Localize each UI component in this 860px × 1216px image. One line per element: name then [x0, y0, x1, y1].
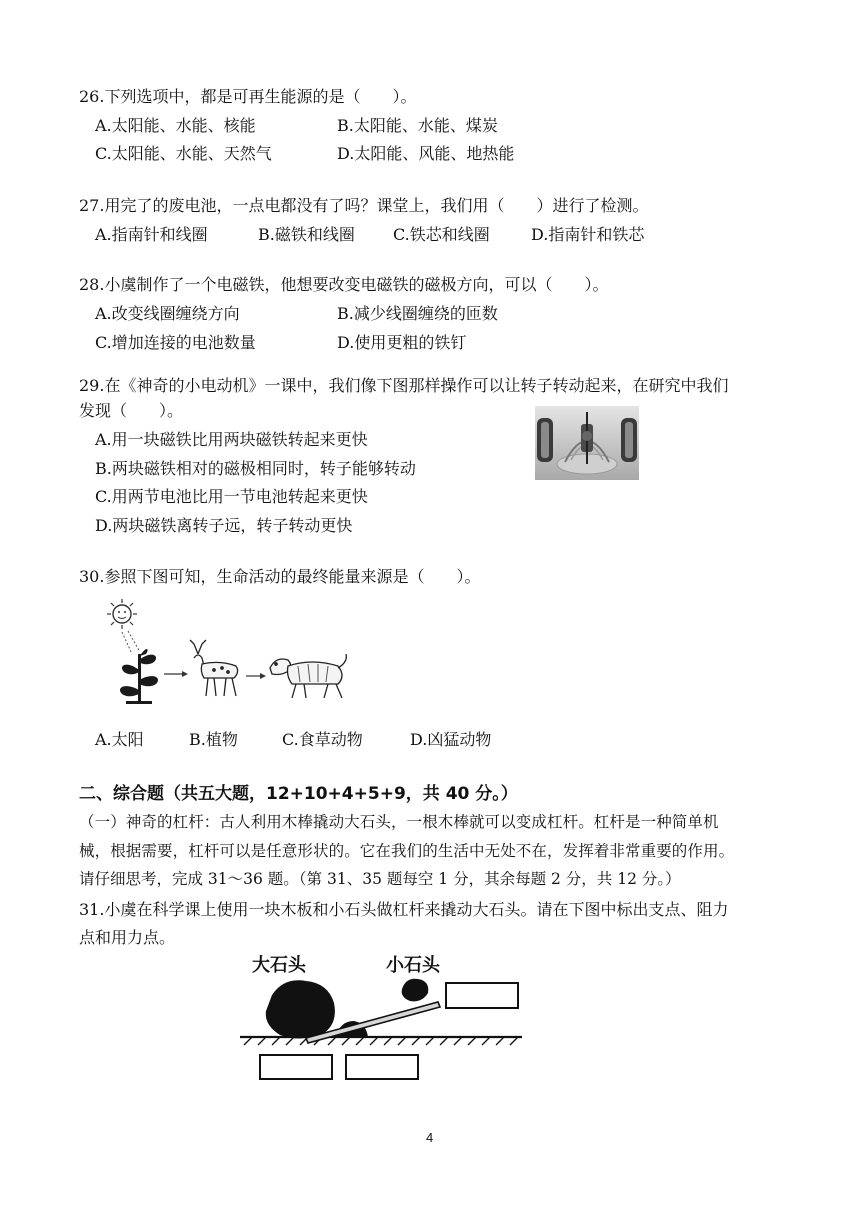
q26-option-a: A.太阳能、水能、核能 — [95, 116, 256, 135]
q28-option-b: B.减少线圈缠绕的匝数 — [337, 304, 498, 323]
answer-box-fulcrum — [346, 1055, 418, 1079]
q27-option-a: A.指南针和线圈 — [95, 225, 208, 244]
q29-stem-line1: 29.在《神奇的小电动机》一课中，我们像下图那样操作可以让转子转动起来，在研究中我们 — [79, 376, 729, 395]
q31-stem-line2: 点和用力点。 — [79, 928, 176, 947]
deer-icon — [190, 640, 238, 696]
answer-box-load — [260, 1055, 332, 1079]
small-rock — [402, 979, 429, 1002]
q29-option-a: A.用一块磁铁比用两块磁铁转起来更快 — [95, 430, 368, 449]
q26-stem: 26.下列选项中，都是可再生能源的是（ ）。 — [79, 87, 417, 106]
sun-icon — [107, 599, 137, 629]
big-rock-label: 大石头 — [252, 955, 306, 976]
q30-option-b: B.植物 — [189, 730, 238, 749]
q29-stem-line2: 发现（ ）。 — [79, 401, 184, 420]
big-rock — [266, 980, 335, 1038]
q30-option-a: A.太阳 — [95, 730, 144, 749]
lever-diagram — [236, 975, 526, 1085]
q30-option-c: C.食草动物 — [282, 730, 363, 749]
page-number: 4 — [426, 1130, 434, 1145]
q30-stem: 30.参照下图可知，生命活动的最终能量来源是（ ）。 — [79, 567, 481, 586]
q28-option-a: A.改变线圈缠绕方向 — [95, 304, 240, 323]
q31-stem-line1: 31.小虞在科学课上使用一块木板和小石头做杠杆来撬动大石头。请在下图中标出支点、阻力 — [79, 900, 729, 919]
q26-option-c: C.太阳能、水能、天然气 — [95, 144, 272, 163]
plant-icon — [120, 649, 158, 704]
q28-option-d: D.使用更粗的铁钉 — [337, 333, 467, 352]
electric-motor-photo — [535, 406, 639, 480]
q27-stem: 27.用完了的废电池，一点电都没有了吗？课堂上，我们用（ ）进行了检测。 — [79, 196, 649, 215]
q28-stem: 28.小虞制作了一个电磁铁，他想要改变电磁铁的磁极方向，可以（ ）。 — [79, 275, 609, 294]
q30-option-d: D.凶猛动物 — [410, 730, 492, 749]
answer-box-effort — [446, 983, 518, 1008]
section2-intro-line1: （一）神奇的杠杆：古人利用木棒撬动大石头，一根木棒就可以变成杠杆。杠杆是一种简单机 — [79, 813, 719, 831]
q29-option-c: C.用两节电池比用一节电池转起来更快 — [95, 487, 368, 506]
tiger-icon — [270, 654, 346, 698]
q26-option-b: B.太阳能、水能、煤炭 — [337, 116, 498, 135]
food-chain-figure — [102, 596, 352, 706]
q29-option-d: D.两块磁铁离转子远，转子转动更快 — [95, 516, 353, 535]
section2-intro-line2: 械，根据需要，杠杆可以是任意形状的。它在我们的生活中无处不在，发挥着非常重要的作用。 — [79, 842, 735, 860]
section2-intro-line3: 请仔细思考，完成 31～36 题。（第 31、35 题每空 1 分，其余每题 2 分，共 12 分。） — [79, 870, 681, 888]
q27-option-c: C.铁芯和线圈 — [393, 225, 490, 244]
small-rock-label: 小石头 — [386, 955, 440, 976]
section2-heading: 二、综合题（共五大题，12+10+4+5+9，共 40 分。） — [79, 784, 518, 804]
q29-option-b: B.两块磁铁相对的磁极相同时，转子能够转动 — [95, 459, 416, 478]
q28-option-c: C.增加连接的电池数量 — [95, 333, 256, 352]
q27-option-d: D.指南针和铁芯 — [531, 225, 645, 244]
q26-option-d: D.太阳能、风能、地热能 — [337, 144, 515, 163]
q27-option-b: B.磁铁和线圈 — [258, 225, 355, 244]
